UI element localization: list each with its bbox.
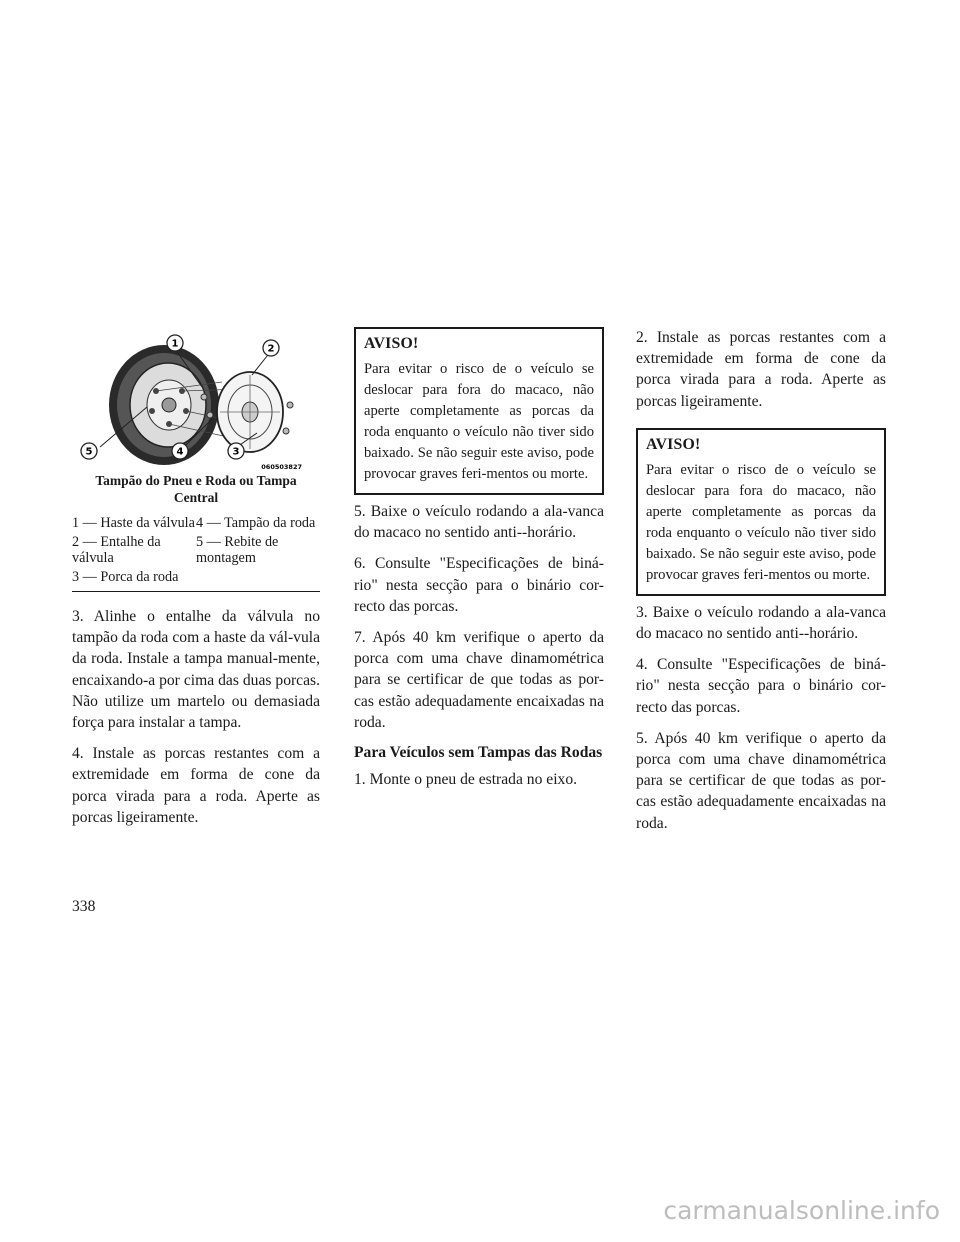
callout-3-label: 3 bbox=[232, 446, 240, 458]
step-paragraph: 3. Alinhe o entalhe da válvula no tampão da roda com a haste da vál-vula da roda. Instale a tampa manual-mente, encaixando-a por cima das duas porcas. Não utilize um martelo ou demasiada força para instalar a tampa. bbox=[72, 608, 320, 732]
step-paragraph: 7. Após 40 km verifique o aperto da porca com uma chave dinamométrica para se certificar de que todas as por-cas estão adequadamente encaixadas na roda. bbox=[354, 629, 604, 731]
step-paragraph: 4. Instale as porcas restantes com a extremidade em forma de cone da porca virada para a roda. Aperte as porcas ligeiramente. bbox=[72, 745, 320, 826]
step-paragraph: 4. Consulte "Especificações de biná-rio" nesta secção para o binário cor-recto das porcas. bbox=[636, 656, 886, 716]
callout-4-label: 4 bbox=[176, 446, 184, 458]
step-paragraph: 5. Após 40 km verifique o aperto da porca com uma chave dinamométrica para se certificar de que todas as por-cas estão adequadamente encaixadas na roda. bbox=[636, 729, 886, 832]
callout-2-label: 2 bbox=[267, 343, 275, 355]
tire-wheel-cover-illustration bbox=[72, 327, 320, 472]
figure-legend bbox=[72, 515, 320, 587]
column-right bbox=[636, 327, 886, 844]
warning-title: AVISO! bbox=[364, 335, 419, 352]
legend-item: 3 — Porca da roda bbox=[72, 568, 179, 585]
watermark: carmanualsonline.info bbox=[663, 1196, 940, 1225]
wheel-diagram bbox=[72, 327, 320, 472]
column-left bbox=[72, 327, 320, 838]
warning-text: Para evitar o risco de o veículo se deslocar para fora do macaco, não aperte completamente as porcas da roda enquanto o veículo não tiver sido baixado. Se não seguir este aviso, pode provocar graves feri-mentos ou morte. bbox=[646, 461, 876, 583]
warning-text: Para evitar o risco de o veículo se deslocar para fora do macaco, não aperte completamente as porcas da roda enquanto o veículo não tiver sido baixado. Se não seguir este aviso, pode provocar graves feri-mentos ou morte. bbox=[364, 361, 594, 482]
legend-item: 4 — Tampão da roda bbox=[196, 515, 316, 531]
column-middle bbox=[354, 327, 604, 800]
legend-item: 5 — Rebite de montagem bbox=[196, 533, 279, 566]
step-paragraph: 6. Consulte "Especificações de biná-rio" nesta secção para o binário cor-recto das porcas. bbox=[354, 555, 604, 615]
section-subheading: Para Veículos sem Tampas das Rodas bbox=[354, 744, 603, 762]
warning-box bbox=[354, 327, 604, 495]
figure-caption: Tampão do Pneu e Roda ou Tampa Central bbox=[95, 473, 297, 505]
warning-box bbox=[636, 428, 886, 596]
legend-item bbox=[196, 569, 320, 586]
step-paragraph: 5. Baixe o veículo rodando a ala-vanca do macaco no sentido anti--horário. bbox=[354, 503, 604, 542]
legend-item: 1 — Haste da válvula bbox=[72, 515, 195, 531]
step-paragraph: 1. Monte o pneu de estrada no eixo. bbox=[354, 771, 578, 789]
legend-item: 2 — Entalhe da válvula bbox=[72, 533, 161, 566]
step-paragraph: 2. Instale as porcas restantes com a extremidade em forma de cone da porca virada para a roda. Aperte as porcas ligeiramente. bbox=[636, 329, 886, 410]
step-paragraph: 3. Baixe o veículo rodando a ala-vanca do macaco no sentido anti--horário. bbox=[636, 603, 886, 643]
warning-title: AVISO! bbox=[646, 435, 701, 453]
callout-5-label: 5 bbox=[85, 446, 93, 458]
legend-divider bbox=[72, 591, 320, 592]
page-number: 338 bbox=[72, 898, 96, 915]
figure-code: 060503827 bbox=[261, 463, 302, 471]
callout-1-label: 1 bbox=[171, 338, 179, 350]
